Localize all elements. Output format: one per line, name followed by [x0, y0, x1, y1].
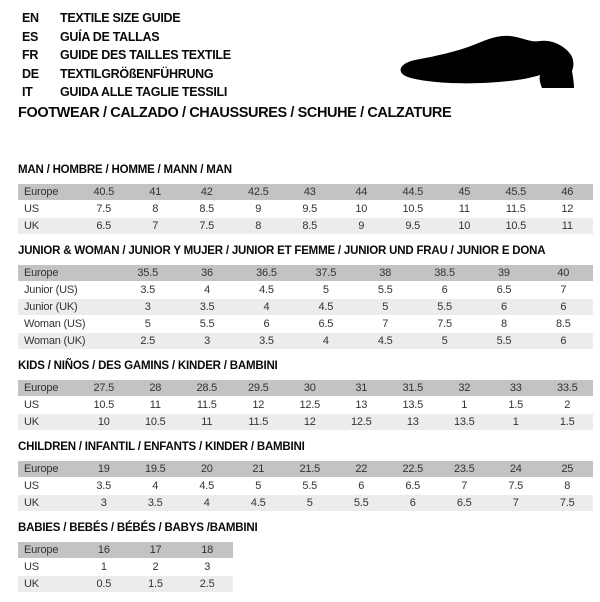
size-cell: 3.5: [177, 299, 236, 316]
row-label: US: [18, 397, 78, 414]
size-row-children-uk: [18, 495, 593, 512]
size-cell: 7: [534, 282, 593, 299]
size-cell: 3.5: [130, 495, 182, 512]
size-table-babies: [18, 542, 233, 593]
size-table-title-kids: KIDS / NIÑOS / DES GAMINS / KINDER / BAMBINI: [18, 360, 278, 372]
size-cell: 1: [490, 414, 542, 431]
size-cell: 9: [336, 218, 388, 235]
row-label: US: [18, 478, 78, 495]
size-cell: 11: [439, 201, 491, 218]
size-cell: 5: [284, 495, 336, 512]
size-cell: 17: [130, 542, 182, 559]
size-cell: 41: [130, 184, 182, 201]
size-cell: 6.5: [439, 495, 491, 512]
size-cell: 7.5: [181, 218, 233, 235]
size-cell: 18: [181, 542, 233, 559]
size-cell: 3: [177, 333, 236, 350]
size-row-kids-us: [18, 397, 593, 414]
size-cell: 28.5: [181, 380, 233, 397]
size-cell: 1.5: [542, 414, 594, 431]
size-row-junior-woman-junior-us: [18, 282, 593, 299]
size-cell: 3.5: [78, 478, 130, 495]
size-cell: 4.5: [181, 478, 233, 495]
size-row-junior-woman-junior-uk: [18, 299, 593, 316]
size-section-man: [18, 163, 593, 235]
size-cell: 8.5: [284, 218, 336, 235]
size-cell: 20: [181, 461, 233, 478]
size-cell: 21: [233, 461, 285, 478]
size-cell: 5.5: [474, 333, 533, 350]
size-cell: 2.5: [118, 333, 177, 350]
language-title: GUÍA DE TALLAS: [60, 29, 160, 44]
size-cell: 5: [296, 282, 355, 299]
size-cell: 4.5: [356, 333, 415, 350]
size-cell: 6.5: [78, 218, 130, 235]
size-tables-container: [18, 163, 593, 602]
size-cell: 4.5: [237, 282, 296, 299]
size-table-title-man: MAN / HOMBRE / HOMME / MANN / MAN: [18, 164, 232, 176]
size-cell: 19.5: [130, 461, 182, 478]
size-row-babies-us: [18, 559, 233, 576]
size-cell: 30: [284, 380, 336, 397]
language-title: TEXTILGRÖßENFÜHRUNG: [60, 66, 214, 81]
size-row-children-europe: [18, 461, 593, 478]
language-title: GUIDA ALLE TAGLIE TESSILI: [60, 85, 228, 100]
row-label: Junior (US): [18, 282, 118, 299]
size-cell: 11: [130, 397, 182, 414]
language-code: EN: [22, 11, 39, 26]
size-cell: 31.5: [387, 380, 439, 397]
language-row-it: [22, 83, 231, 102]
size-row-junior-woman-woman-us: [18, 316, 593, 333]
size-cell: 10: [78, 414, 130, 431]
size-cell: 2.5: [181, 576, 233, 593]
size-cell: 7.5: [542, 495, 594, 512]
size-cell: 6.5: [296, 316, 355, 333]
size-cell: 24: [490, 461, 542, 478]
size-cell: 7: [439, 478, 491, 495]
size-cell: 46: [542, 184, 594, 201]
size-row-children-us: [18, 478, 593, 495]
row-label: Europe: [18, 542, 78, 559]
size-row-babies-uk: [18, 576, 233, 593]
row-label: Europe: [18, 380, 78, 397]
size-table-man: [18, 184, 593, 235]
row-label: Junior (UK): [18, 299, 118, 316]
size-cell: 44: [336, 184, 388, 201]
row-label: Europe: [18, 461, 78, 478]
size-cell: 8: [130, 201, 182, 218]
size-cell: 5.5: [356, 282, 415, 299]
size-cell: 6: [474, 299, 533, 316]
size-cell: 6.5: [474, 282, 533, 299]
size-cell: 5.5: [284, 478, 336, 495]
size-cell: 6.5: [387, 478, 439, 495]
size-cell: 1: [439, 397, 491, 414]
size-cell: 5.5: [415, 299, 474, 316]
size-table-children: [18, 461, 593, 512]
size-cell: 11.5: [233, 414, 285, 431]
size-cell: 23.5: [439, 461, 491, 478]
size-cell: 28: [130, 380, 182, 397]
size-table-junior-woman: [18, 265, 593, 350]
size-cell: 10.5: [387, 201, 439, 218]
size-cell: 6: [534, 299, 593, 316]
size-cell: 45: [439, 184, 491, 201]
size-cell: 27.5: [78, 380, 130, 397]
size-cell: 44.5: [387, 184, 439, 201]
language-row-de: [22, 65, 231, 84]
size-cell: 21.5: [284, 461, 336, 478]
size-cell: 43: [284, 184, 336, 201]
size-cell: 36.5: [237, 265, 296, 282]
language-title: GUIDE DES TAILLES TEXTILE: [60, 48, 231, 63]
language-code: FR: [22, 48, 39, 63]
size-cell: 2: [542, 397, 594, 414]
size-cell: 13: [387, 414, 439, 431]
language-code: ES: [22, 29, 39, 44]
size-cell: 6: [237, 316, 296, 333]
size-cell: 19: [78, 461, 130, 478]
row-label: UK: [18, 576, 78, 593]
size-cell: 1.5: [130, 576, 182, 593]
size-cell: 5: [118, 316, 177, 333]
row-label: Woman (UK): [18, 333, 118, 350]
size-cell: 7: [130, 218, 182, 235]
size-cell: 7.5: [78, 201, 130, 218]
size-cell: 40: [534, 265, 593, 282]
size-cell: 5.5: [177, 316, 236, 333]
size-cell: 10.5: [130, 414, 182, 431]
size-cell: 7.5: [415, 316, 474, 333]
size-cell: 40.5: [78, 184, 130, 201]
language-title: TEXTILE SIZE GUIDE: [60, 11, 181, 26]
size-cell: 12: [233, 397, 285, 414]
size-row-man-us: [18, 201, 593, 218]
size-cell: 10: [439, 218, 491, 235]
size-cell: 4.5: [296, 299, 355, 316]
size-cell: 8.5: [181, 201, 233, 218]
size-cell: 1.5: [490, 397, 542, 414]
size-cell: 33: [490, 380, 542, 397]
size-cell: 38.5: [415, 265, 474, 282]
size-cell: 3.5: [118, 282, 177, 299]
size-cell: 29.5: [233, 380, 285, 397]
size-cell: 7: [490, 495, 542, 512]
size-row-junior-woman-europe: [18, 265, 593, 282]
size-cell: 22: [336, 461, 388, 478]
size-section-children: [18, 440, 593, 512]
size-cell: 11.5: [490, 201, 542, 218]
size-cell: 42: [181, 184, 233, 201]
size-cell: 12: [284, 414, 336, 431]
size-cell: 36: [177, 265, 236, 282]
language-code: IT: [22, 85, 33, 100]
size-row-junior-woman-woman-uk: [18, 333, 593, 350]
size-cell: 45.5: [490, 184, 542, 201]
size-cell: 9.5: [284, 201, 336, 218]
size-cell: 42.5: [233, 184, 285, 201]
size-row-kids-uk: [18, 414, 593, 431]
language-title-list: [22, 9, 231, 102]
size-cell: 6: [534, 333, 593, 350]
size-cell: 5: [233, 478, 285, 495]
size-cell: 11: [181, 414, 233, 431]
size-cell: 10.5: [490, 218, 542, 235]
size-row-man-uk: [18, 218, 593, 235]
size-cell: 7.5: [490, 478, 542, 495]
size-cell: 4: [296, 333, 355, 350]
size-cell: 39: [474, 265, 533, 282]
language-code: DE: [22, 66, 39, 81]
size-cell: 7: [356, 316, 415, 333]
row-label: UK: [18, 414, 78, 431]
dress-shoe-silhouette: [401, 36, 574, 88]
row-label: Europe: [18, 265, 118, 282]
size-cell: 3: [118, 299, 177, 316]
size-row-man-europe: [18, 184, 593, 201]
size-cell: 11: [542, 218, 594, 235]
size-section-junior-woman: [18, 244, 593, 350]
size-cell: 2: [130, 559, 182, 576]
size-cell: 10.5: [78, 397, 130, 414]
size-table-title-babies: BABIES / BEBÉS / BÉBÉS / BABYS /BAMBINI: [18, 522, 258, 534]
dress-shoe-icon: [398, 33, 578, 93]
size-cell: 25: [542, 461, 594, 478]
size-cell: 4.5: [233, 495, 285, 512]
size-cell: 16: [78, 542, 130, 559]
size-section-babies: [18, 521, 593, 593]
size-cell: 3: [181, 559, 233, 576]
size-cell: 4: [181, 495, 233, 512]
row-label: UK: [18, 495, 78, 512]
size-cell: 35.5: [118, 265, 177, 282]
size-cell: 8.5: [534, 316, 593, 333]
size-table-title-children: CHILDREN / INFANTIL / ENFANTS / KINDER / BAMBINI: [18, 441, 305, 453]
size-cell: 9: [233, 201, 285, 218]
size-cell: 8: [542, 478, 594, 495]
size-cell: 11.5: [181, 397, 233, 414]
size-cell: 33.5: [542, 380, 594, 397]
size-cell: 31: [336, 380, 388, 397]
size-cell: 6: [415, 282, 474, 299]
size-cell: 12: [542, 201, 594, 218]
size-cell: 4: [237, 299, 296, 316]
size-cell: 5: [415, 333, 474, 350]
size-row-babies-europe: [18, 542, 233, 559]
size-cell: 8: [233, 218, 285, 235]
language-row-en: [22, 9, 231, 28]
size-cell: 10: [336, 201, 388, 218]
size-cell: 6: [387, 495, 439, 512]
size-cell: 22.5: [387, 461, 439, 478]
size-cell: 1: [78, 559, 130, 576]
size-cell: 37.5: [296, 265, 355, 282]
size-table-title-junior-woman: JUNIOR & WOMAN / JUNIOR Y MUJER / JUNIOR ET FEMME / JUNIOR UND FRAU / JUNIOR E DONA: [18, 245, 546, 257]
size-cell: 38: [356, 265, 415, 282]
size-cell: 13.5: [387, 397, 439, 414]
size-cell: 3: [78, 495, 130, 512]
row-label: US: [18, 201, 78, 218]
size-cell: 32: [439, 380, 491, 397]
row-label: UK: [18, 218, 78, 235]
size-cell: 13: [336, 397, 388, 414]
size-cell: 12.5: [284, 397, 336, 414]
language-row-fr: [22, 46, 231, 65]
size-cell: 5.5: [336, 495, 388, 512]
size-cell: 0.5: [78, 576, 130, 593]
size-cell: 4: [130, 478, 182, 495]
size-section-kids: [18, 359, 593, 431]
size-cell: 4: [177, 282, 236, 299]
size-cell: 3.5: [237, 333, 296, 350]
row-label: Europe: [18, 184, 78, 201]
language-row-es: [22, 28, 231, 47]
size-cell: 13.5: [439, 414, 491, 431]
size-cell: 6: [336, 478, 388, 495]
size-cell: 8: [474, 316, 533, 333]
size-cell: 12.5: [336, 414, 388, 431]
size-cell: 5: [356, 299, 415, 316]
size-cell: 9.5: [387, 218, 439, 235]
category-heading: FOOTWEAR / CALZADO / CHAUSSURES / SCHUHE / CALZATURE: [18, 105, 452, 121]
row-label: US: [18, 559, 78, 576]
size-row-kids-europe: [18, 380, 593, 397]
size-table-kids: [18, 380, 593, 431]
row-label: Woman (US): [18, 316, 118, 333]
